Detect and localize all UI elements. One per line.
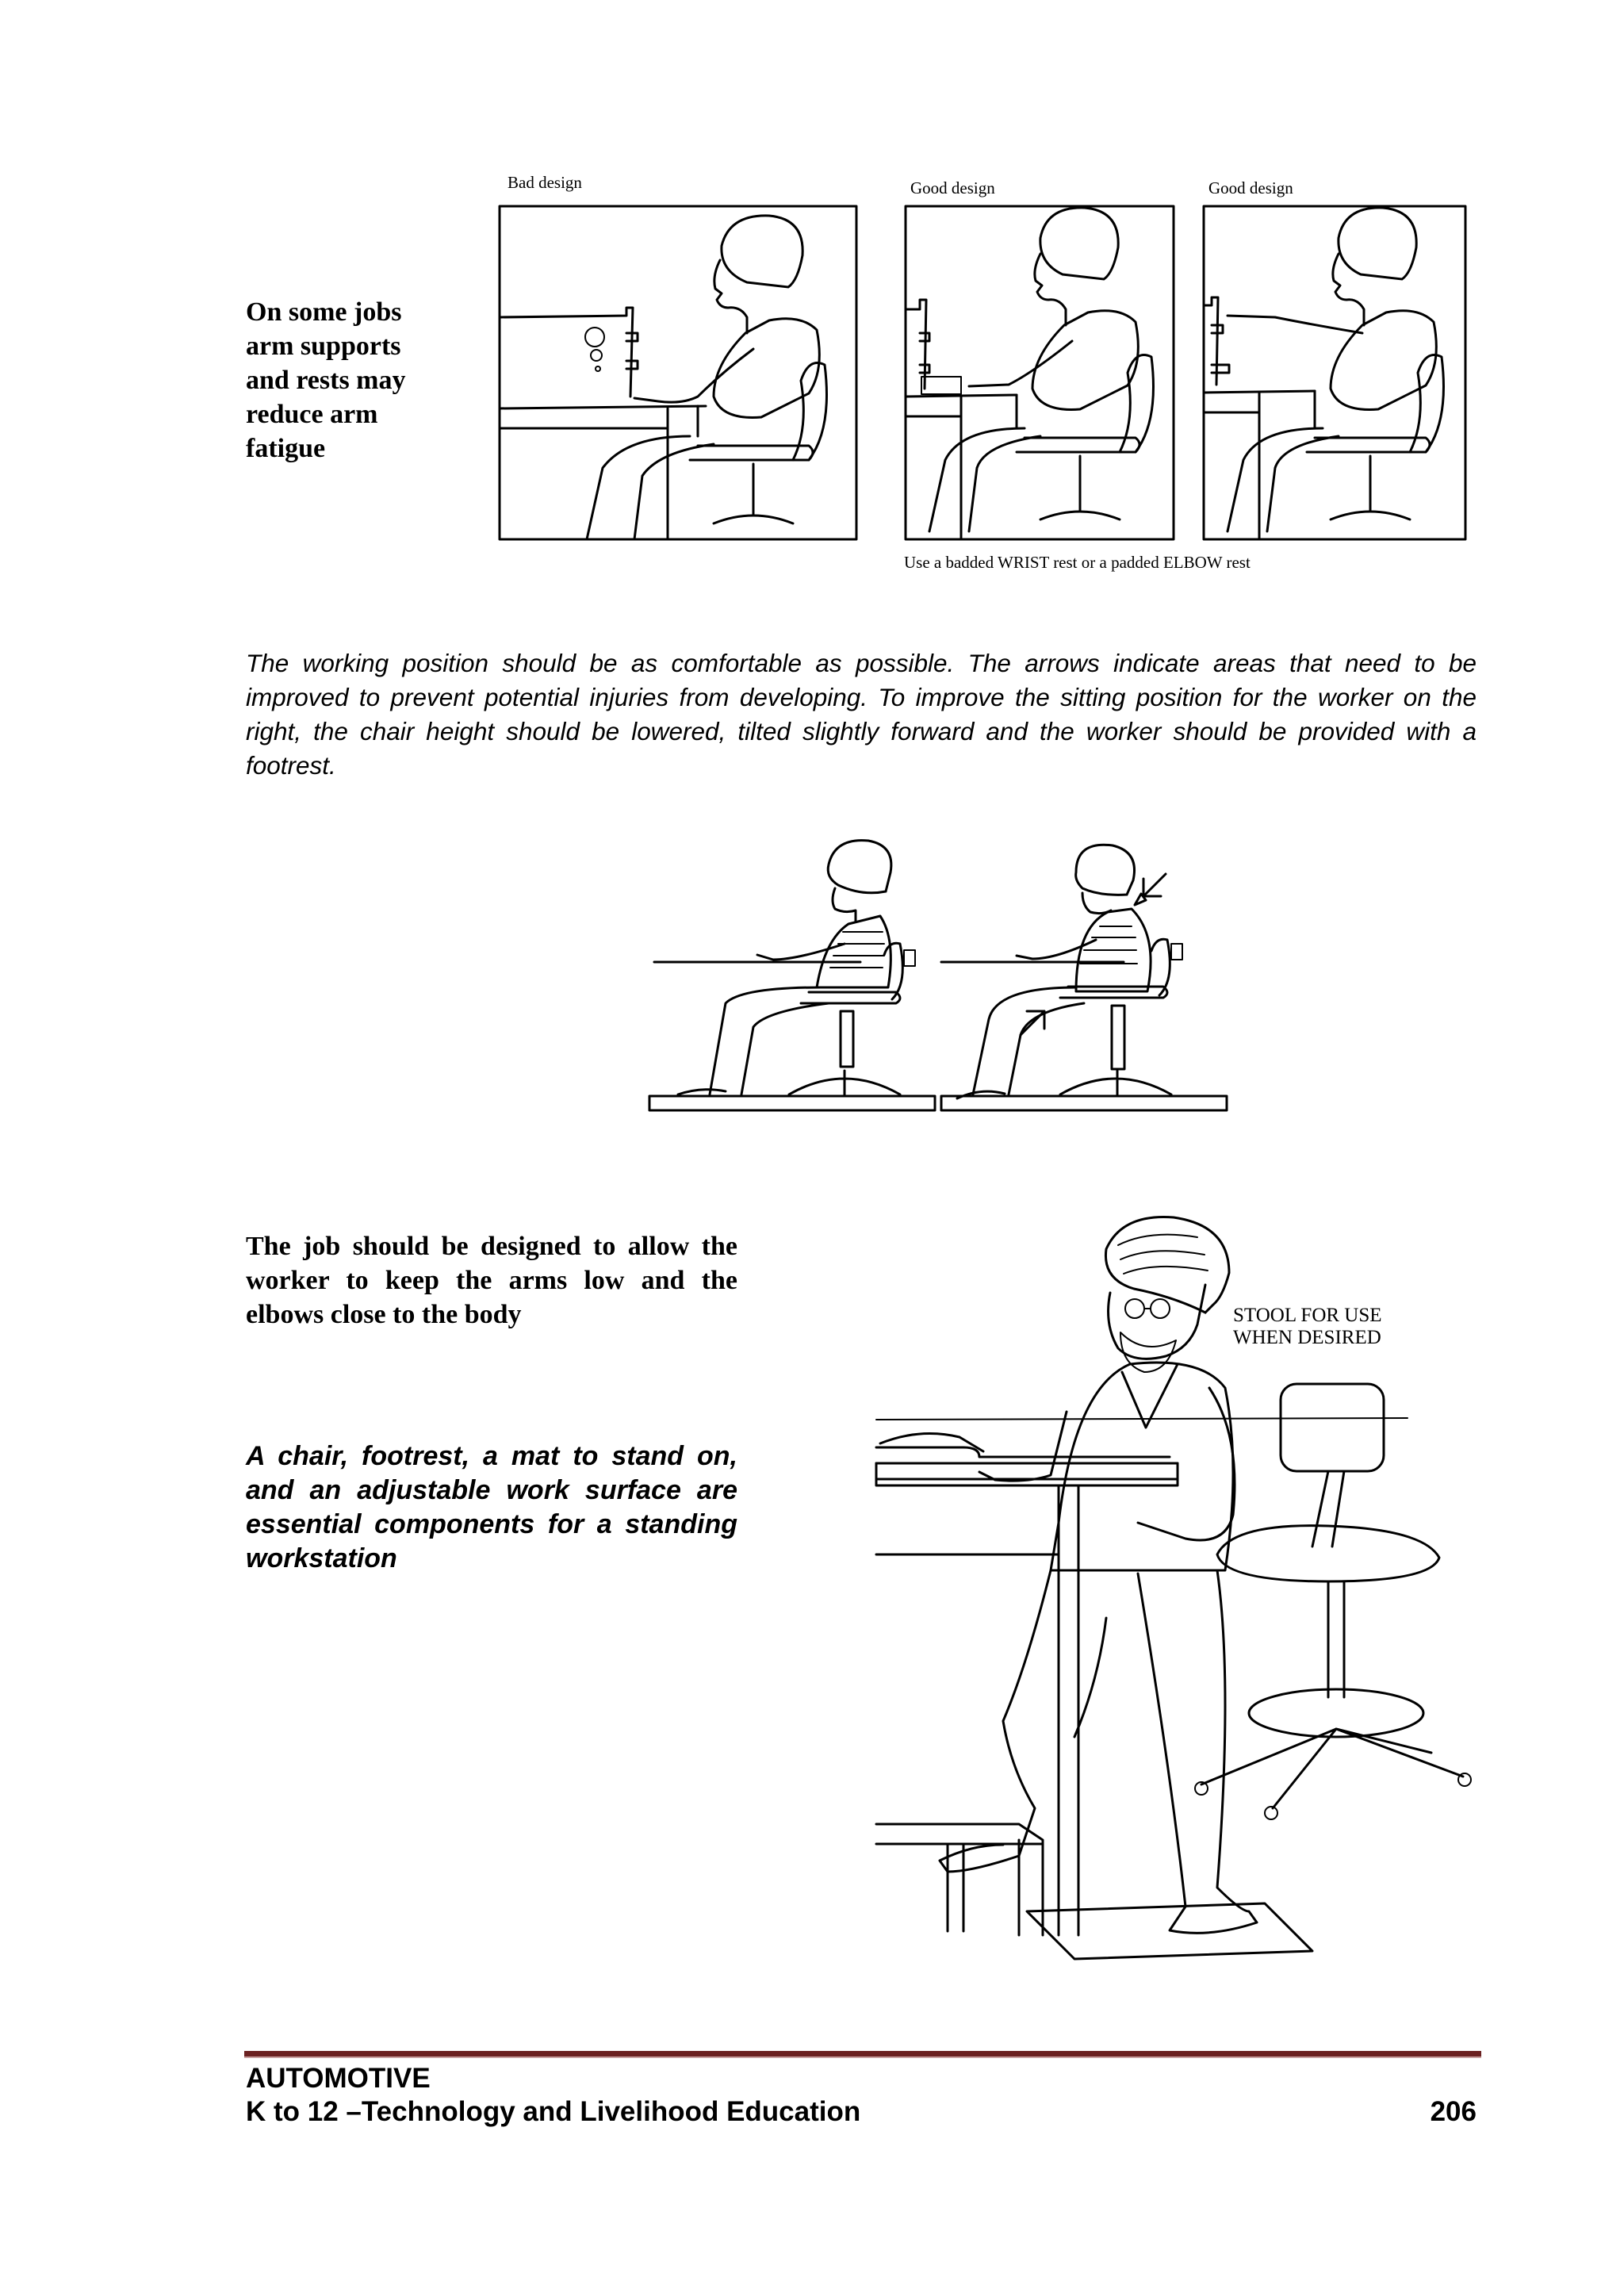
posture-improve <box>941 845 1227 1110</box>
stool-label-line2: WHEN DESIRED <box>1233 1327 1381 1348</box>
stool-label-line1: STOOL FOR USE <box>1233 1305 1382 1326</box>
standing-workstation-illustration <box>868 1205 1519 1967</box>
panel-label-good-design-1: Good design <box>910 178 995 197</box>
arm-support-illustration <box>492 198 1467 547</box>
panel-bad-design <box>500 206 856 539</box>
posture-good <box>649 841 935 1110</box>
footer-subject: AUTOMOTIVE <box>246 2063 431 2094</box>
standing-text-components: A chair, footrest, a mat to stand on, and an adjustable work surface are essential components for a standing workstation <box>246 1441 737 1573</box>
panel-label-bad-design: Bad design <box>508 173 582 192</box>
sitting-posture-illustration <box>646 841 1229 1114</box>
sitting-position-paragraph: The working position should be as comfortable as possible. The arrows indicate areas that need to be improved to prevent potential injuries from developing. To improve the sitting position for the worker on the right, the chair height should be lowered, tilted slightly forward and the worker should be provided with a footrest. <box>246 649 1477 780</box>
panel-label-good-design-2: Good design <box>1208 178 1293 197</box>
page-number: 206 <box>1430 2096 1477 2127</box>
standing-text-arms-low: The job should be designed to allow the worker to keep the arms low and the elbows close to the body <box>246 1232 737 1329</box>
panel-good-design-2 <box>1204 206 1465 539</box>
panel-good-design-1 <box>906 206 1174 539</box>
footer-rule <box>244 2051 1481 2058</box>
figure1-footnote: Use a badded WRIST rest or a padded ELBOW rest <box>904 553 1251 572</box>
footer-course: K to 12 –Technology and Livelihood Education <box>246 2096 861 2127</box>
figure1-caption: On some jobs arm supports and rests may reduce arm fatigue <box>246 297 406 463</box>
